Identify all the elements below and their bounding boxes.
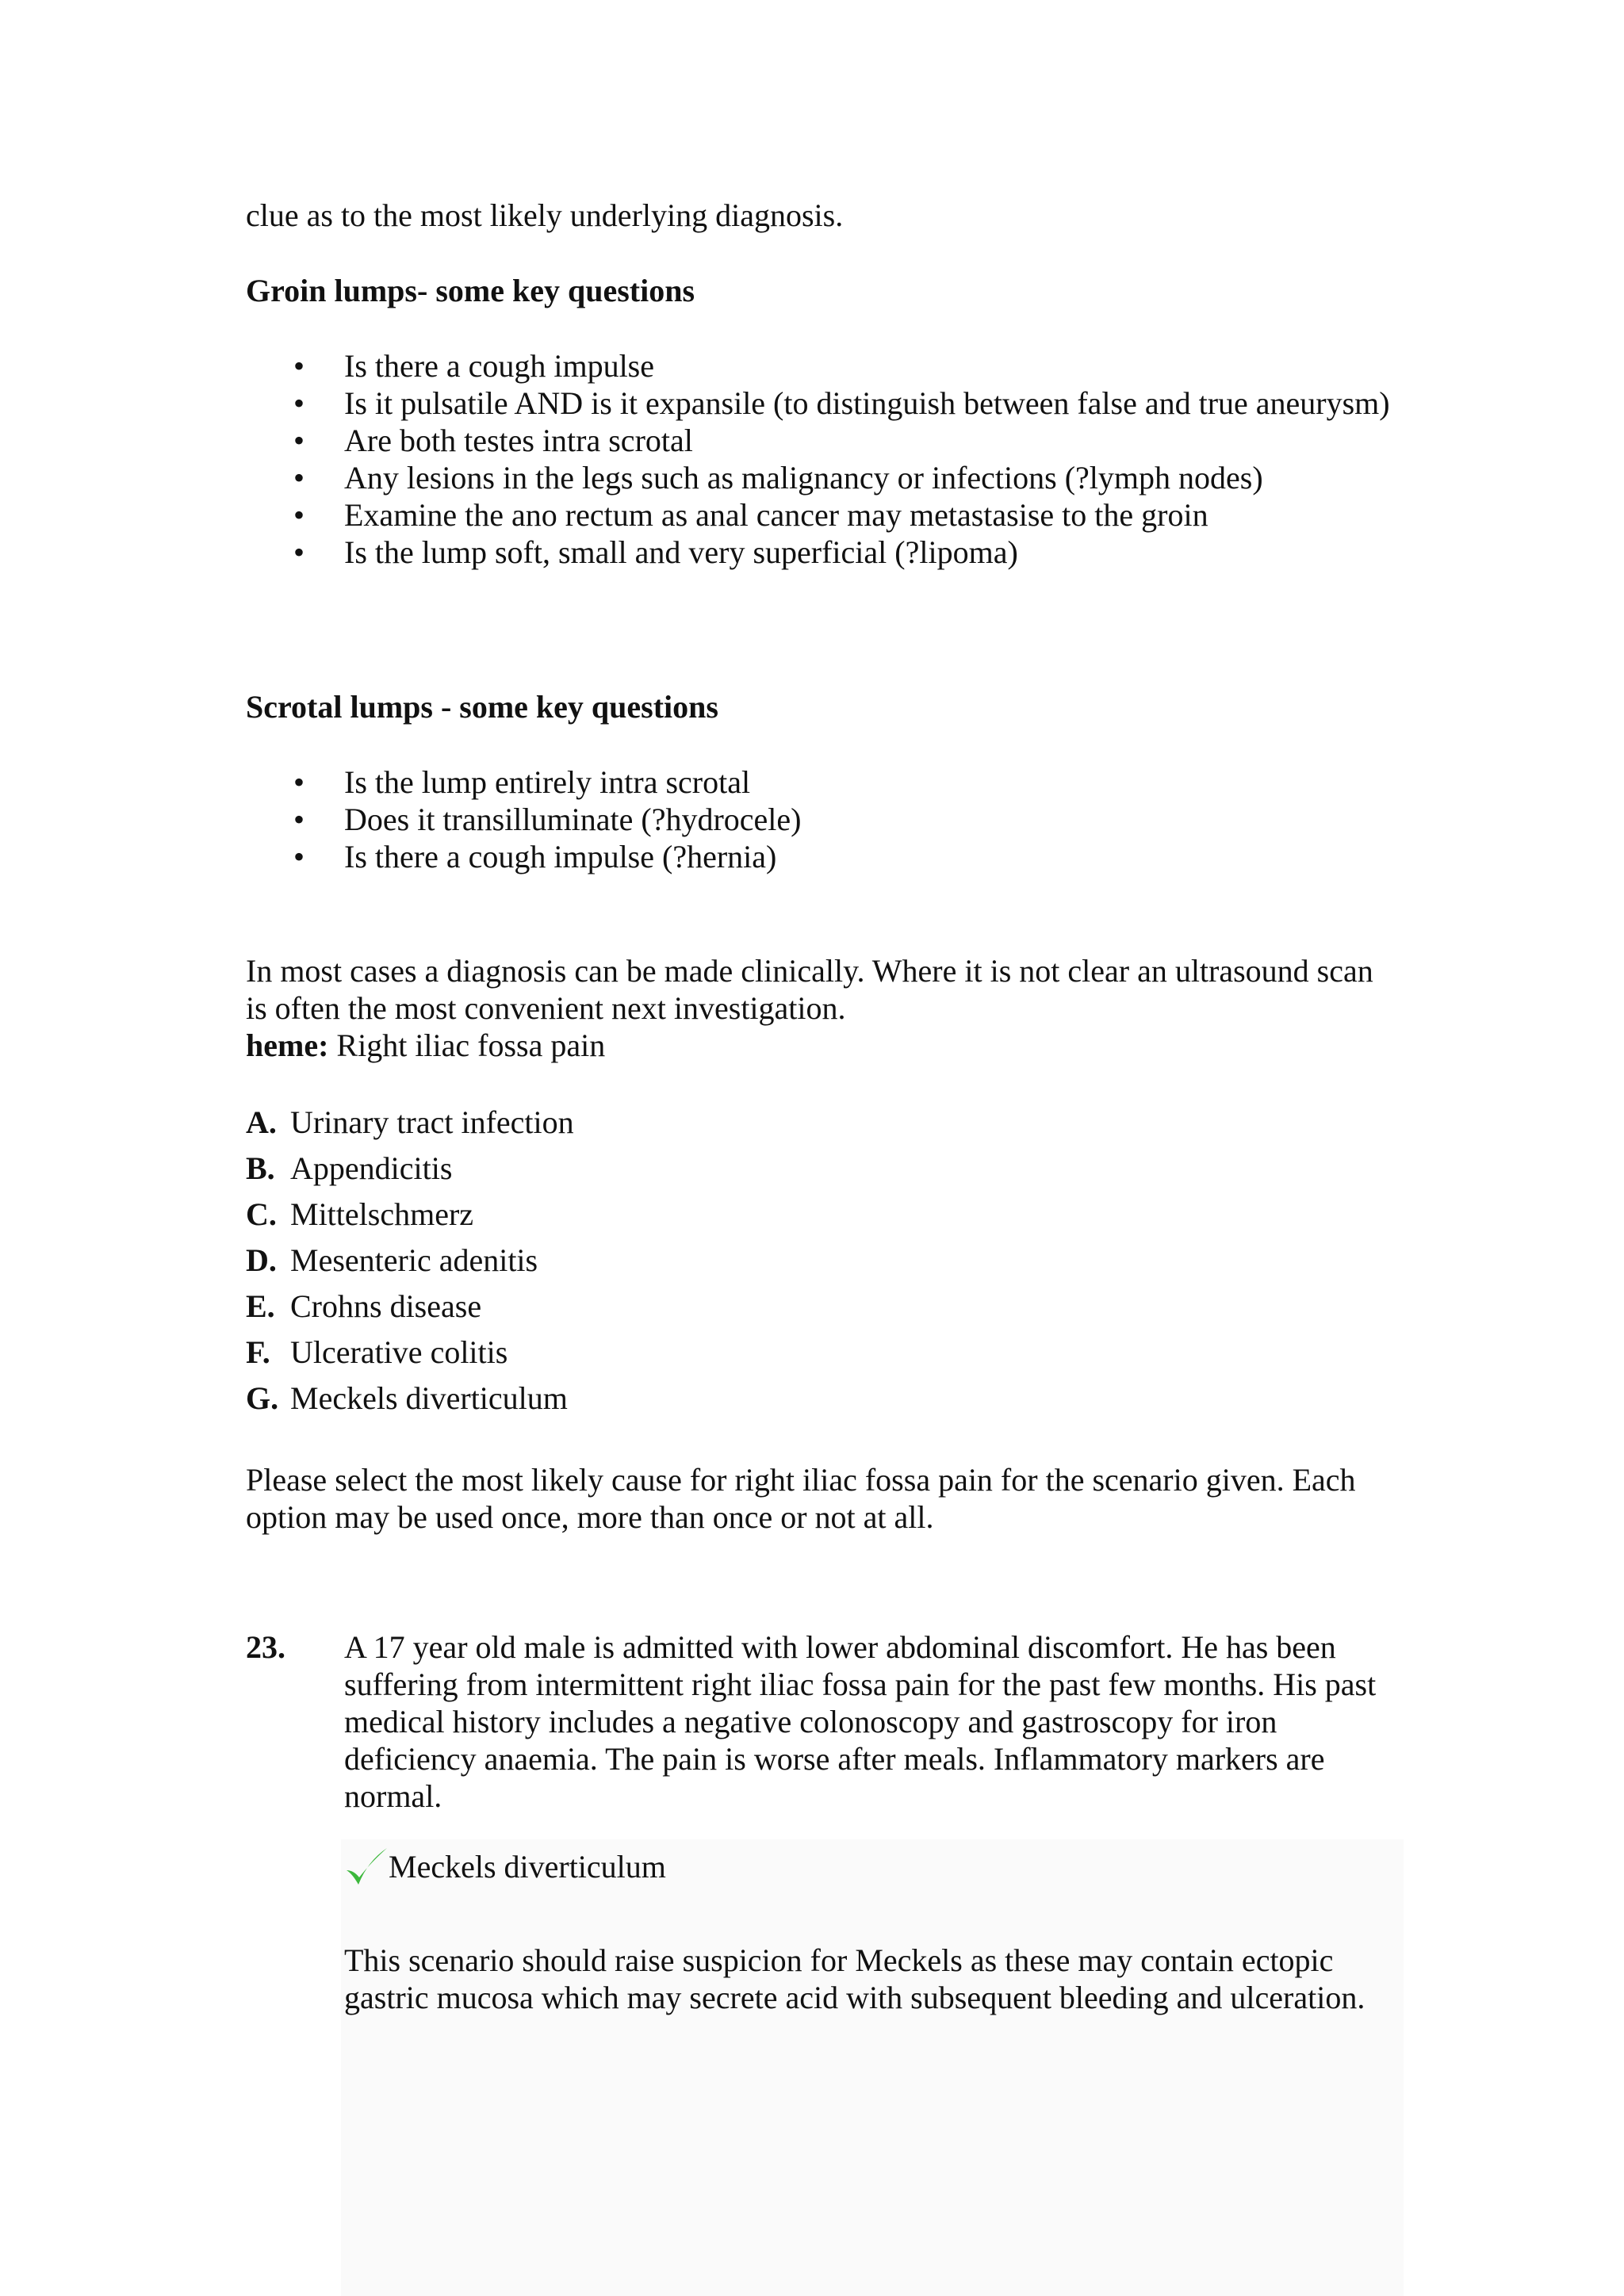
bullet-icon: • (293, 423, 305, 458)
question-stem (344, 1628, 1399, 1815)
intro-text: clue as to the most likely underlying diagnosis. (246, 197, 844, 233)
groin-heading: Groin lumps- some key questions (246, 273, 695, 308)
instructions-text: Please select the most likely cause for right iliac fossa pain for the scenario given. Each option may be used once, more than once or not at all. (246, 1462, 1356, 1535)
explanation (344, 1942, 1399, 2016)
answer-label: Meckels diverticulum (389, 1849, 666, 1885)
list-item: • Does it transilluminate (?hydrocele) (293, 802, 802, 837)
list-item: • Are both testes intra scrotal (293, 423, 693, 458)
option-d: D. Mesenteric adenitis (246, 1242, 538, 1278)
list-item: • Any lesions in the legs such as malignancy or infections (?lymph nodes) (293, 460, 1263, 496)
option-b: B. Appendicitis (246, 1150, 453, 1186)
scrotal-question-list (246, 763, 1396, 875)
option-f: F. Ulcerative colitis (246, 1334, 508, 1370)
bullet-icon: • (293, 497, 305, 533)
instructions (246, 1461, 1388, 1536)
intro-continuation (246, 197, 1396, 234)
option-g: G. Meckels diverticulum (246, 1380, 568, 1416)
list-item: • Is there a cough impulse (293, 348, 654, 384)
conclusion-block (246, 952, 1388, 1064)
bullet-icon: • (293, 534, 305, 570)
conclusion-text: In most cases a diagnosis can be made clinically. Where it is not clear an ultrasound scan is often the most convenient next investigation. (246, 953, 1373, 1026)
bullet-icon: • (293, 348, 305, 384)
bullet-icon: • (293, 385, 305, 421)
theme-label: heme: (246, 1027, 329, 1063)
option-e: E. Crohns disease (246, 1288, 482, 1324)
theme-line (246, 1027, 1388, 1064)
check-mark-icon (344, 1843, 389, 1891)
option-list (246, 1100, 1356, 1422)
list-item: • Is there a cough impulse (?hernia) (293, 839, 777, 874)
list-item: • Examine the ano rectum as anal cancer may metastasise to the groin (293, 497, 1208, 533)
bullet-icon: • (293, 802, 305, 837)
explanation-text: This scenario should raise suspicion for Meckels as these may contain ectopic gastric mucosa which may secrete acid with subsequent bleeding and ulceration. (344, 1942, 1365, 2015)
question-number: 23. (246, 1629, 285, 1665)
theme-text: Right iliac fossa pain (328, 1027, 606, 1063)
bullet-icon: • (293, 839, 305, 874)
question-stem-text: A 17 year old male is admitted with lower abdominal discomfort. He has been suffering from intermittent right iliac fossa pain for the past few months. His past medical history includes a negative colonoscopy and gastroscopy for iron deficiency anaemia. The pain is worse after meals. Inflammatory markers are normal. (344, 1629, 1377, 1814)
answer-panel (341, 1839, 1404, 2296)
groin-question-list (246, 347, 1396, 571)
correct-answer (344, 1843, 666, 1891)
option-a: A. Urinary tract infection (246, 1104, 574, 1140)
list-item: • Is the lump entirely intra scrotal (293, 764, 751, 800)
scrotal-heading: Scrotal lumps - some key questions (246, 689, 718, 725)
list-item: • Is it pulsatile AND is it expansile (to distinguish between false and true aneurysm) (293, 385, 1390, 421)
bullet-icon: • (293, 764, 305, 800)
option-c: C. Mittelschmerz (246, 1196, 474, 1232)
bullet-icon: • (293, 460, 305, 496)
list-item: • Is the lump soft, small and very superficial (?lipoma) (293, 534, 1018, 570)
